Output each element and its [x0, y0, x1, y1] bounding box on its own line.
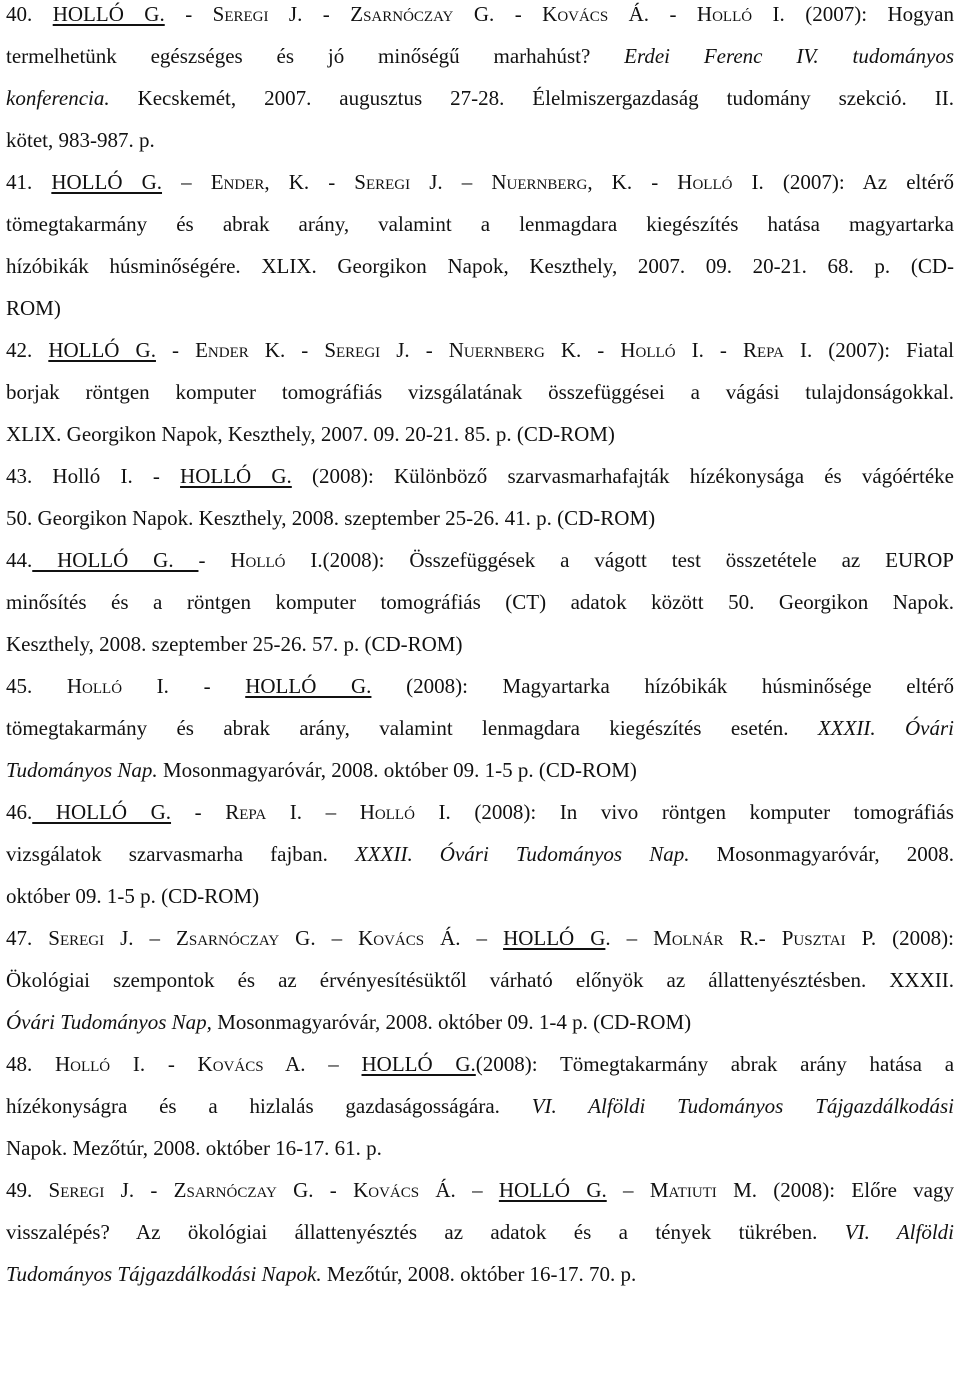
reference-entry	[6, 917, 954, 1043]
reference-text: Ökológiai szempontok és az érvényesítésüktől várható előnyök az állattenyésztésben. XXXII.	[6, 968, 954, 992]
reference-text: Ender, K. - Seregi J. – Nuernberg, K. - Holló I.	[210, 170, 764, 194]
venue-text: konferencia.	[6, 86, 110, 110]
reference-text: Kecskemét, 2007. augusztus 27-28. Élelmiszergazdaság tudomány szekció. II.	[109, 86, 954, 110]
reference-line	[6, 203, 954, 245]
reference-line	[6, 917, 954, 959]
reference-line	[6, 0, 954, 35]
reference-text: . –	[605, 926, 654, 950]
reference-line	[6, 959, 954, 1001]
reference-text: Mosonmagyaróvár, 2008.	[689, 842, 954, 866]
reference-line	[6, 1211, 954, 1253]
reference-text: vizsgálatok szarvasmarha fajban.	[6, 842, 355, 866]
venue-text: Óvári Tudományos Nap,	[6, 1010, 212, 1034]
author-highlight: HOLLÓ G.	[32, 548, 199, 572]
reference-text: 45.	[6, 674, 67, 698]
reference-text: (2008): Különböző szarvasmarhafajták hízékonysága és vágóértéke	[291, 464, 954, 488]
reference-text: (2008): Előre vagy	[757, 1178, 954, 1202]
reference-line	[6, 581, 954, 623]
reference-text: XLIX. Georgikon Napok, Keszthely, 2007. 09. 20-21. 85. p. (CD-ROM)	[6, 422, 615, 446]
reference-text: 42.	[6, 338, 49, 362]
reference-text: termelhetünk egészséges és jó minőségű marhahúst?	[6, 44, 625, 68]
reference-line	[6, 77, 954, 119]
reference-line	[6, 287, 954, 329]
reference-line	[6, 1001, 954, 1043]
reference-entry	[6, 329, 954, 455]
reference-line	[6, 665, 954, 707]
reference-line	[6, 35, 954, 77]
reference-text: október 09. 1-5 p. (CD-ROM)	[6, 884, 260, 908]
reference-text: -	[168, 674, 246, 698]
venue-text: Erdei Ferenc IV. tudományos	[624, 44, 954, 68]
reference-text: -	[198, 548, 231, 572]
reference-text: (2007): Hogyan	[784, 2, 954, 26]
venue-text: XXXII. Óvári Tudományos Nap.	[354, 842, 690, 866]
reference-text: -	[171, 800, 226, 824]
reference-text: –	[606, 1178, 650, 1202]
reference-text: Mosonmagyaróvár, 2008. október 09. 1-5 p. (CD-ROM)	[157, 758, 637, 782]
reference-text: 43. Holló I. -	[6, 464, 181, 488]
reference-line	[6, 1043, 954, 1085]
reference-text: Mezőtúr, 2008. október 16-17. 70. p.	[321, 1262, 637, 1286]
reference-line	[6, 707, 954, 749]
reference-text: tömegtakarmány és abrak arány, valamint lenmagdara kiegészítés esetén.	[6, 716, 818, 740]
reference-text: Ender K. - Seregi J. - Nuernberg K. - Holló I. - Repa I.	[195, 338, 813, 362]
reference-line	[6, 749, 954, 791]
reference-text: Holló I. - Kovács A.	[54, 1052, 306, 1076]
reference-text: kötet, 983-987. p.	[6, 128, 155, 152]
reference-text: 44.	[6, 548, 33, 572]
reference-text: Keszthely, 2008. szeptember 25-26. 57. p. (CD-ROM)	[6, 632, 463, 656]
reference-line	[6, 1085, 954, 1127]
reference-text: 41.	[6, 170, 52, 194]
reference-text: borjak röntgen komputer tomográfiás vizsgálatának összefüggései a vágási tulajdonságokkal.	[6, 380, 954, 404]
reference-text: Seregi J. - Zsarnóczay G. - Kovács Á. - Holló I.	[212, 2, 785, 26]
reference-text: Matiuti M.	[649, 1178, 758, 1202]
reference-text: –	[455, 1178, 499, 1202]
author-highlight: HOLLÓ G.	[52, 2, 165, 26]
reference-line	[6, 329, 954, 371]
reference-entry	[6, 0, 954, 161]
reference-text: Mosonmagyaróvár, 2008. október 09. 1-4 p. (CD-ROM)	[211, 1010, 692, 1034]
reference-text: visszalépés? Az ökológiai állattenyésztés az adatok és a tények tükrében.	[6, 1220, 845, 1244]
reference-entry	[6, 161, 954, 329]
author-highlight: HOLLÓ G.	[498, 1178, 607, 1202]
author-highlight: HOLLÓ G.	[245, 674, 372, 698]
reference-text: (2008):	[876, 926, 954, 950]
author-highlight: HOLLÓ G.	[361, 1052, 476, 1076]
reference-line	[6, 455, 954, 497]
venue-text: Tudományos Nap.	[6, 758, 158, 782]
reference-line	[6, 539, 954, 581]
reference-text: (2008): Összefüggések a vágott test összetétele az EUROP	[322, 548, 954, 572]
reference-text: Seregi J. – Zsarnóczay G. – Kovács Á. –	[48, 926, 504, 950]
reference-line	[6, 497, 954, 539]
reference-text: (2008): Magyartarka hízóbikák húsminősége eltérő	[371, 674, 954, 698]
reference-text: –	[162, 170, 211, 194]
reference-line	[6, 623, 954, 665]
author-highlight: HOLLÓ G.	[180, 464, 292, 488]
author-highlight: HOLLÓ G.	[32, 800, 172, 824]
reference-text: 49.	[6, 1178, 49, 1202]
author-highlight: HOLLÓ G.	[51, 170, 163, 194]
reference-text: Molnár R.- Pusztai P.	[653, 926, 877, 950]
reference-text: Repa I. – Holló I.	[225, 800, 451, 824]
reference-line	[6, 119, 954, 161]
reference-line	[6, 1169, 954, 1211]
reference-text: –	[305, 1052, 362, 1076]
reference-entry	[6, 1043, 954, 1169]
reference-text: 48.	[6, 1052, 55, 1076]
reference-entry	[6, 455, 954, 539]
venue-text: VI. Alföldi Tudományos Tájgazdálkodási	[531, 1094, 954, 1118]
venue-text: Tudományos Tájgazdálkodási Napok.	[6, 1262, 322, 1286]
reference-text: (2008): Tömegtakarmány abrak arány hatása a	[475, 1052, 954, 1076]
reference-text: -	[164, 2, 213, 26]
reference-text: Holló I.	[230, 548, 323, 572]
venue-text: VI. Alföldi	[844, 1220, 954, 1244]
reference-text: 50. Georgikon Napok. Keszthely, 2008. szeptember 25-26. 41. p. (CD-ROM)	[6, 506, 656, 530]
reference-line	[6, 875, 954, 917]
reference-entry	[6, 539, 954, 665]
reference-text: Seregi J. - Zsarnóczay G. - Kovács Á.	[48, 1178, 456, 1202]
reference-line	[6, 1253, 954, 1295]
reference-entry	[6, 665, 954, 791]
reference-line	[6, 791, 954, 833]
reference-entry	[6, 1169, 954, 1295]
reference-line	[6, 1127, 954, 1169]
reference-line	[6, 833, 954, 875]
reference-text: (2007): Fiatal	[812, 338, 954, 362]
reference-text: (2007): Az eltérő	[763, 170, 954, 194]
reference-line	[6, 161, 954, 203]
reference-entry	[6, 791, 954, 917]
reference-text: hízóbikák húsminőségére. XLIX. Georgikon Napok, Keszthely, 2007. 09. 20-21. 68. p. (CD-	[6, 254, 954, 278]
reference-text: (2008): In vivo röntgen komputer tomográfiás	[450, 800, 954, 824]
reference-text: ROM)	[6, 296, 61, 320]
reference-text: 46.	[6, 800, 33, 824]
reference-line	[6, 371, 954, 413]
author-highlight: HOLLÓ G	[503, 926, 606, 950]
venue-text: XXXII. Óvári	[817, 716, 954, 740]
reference-text: Napok. Mezőtúr, 2008. október 16-17. 61. p.	[6, 1136, 382, 1160]
reference-text: -	[155, 338, 196, 362]
reference-text: 40.	[6, 2, 53, 26]
reference-line	[6, 245, 954, 287]
reference-text: tömegtakarmány és abrak arány, valamint a lenmagdara kiegészítés hatása magyartarka	[6, 212, 954, 236]
reference-text: hízékonyságra és a hizlalás gazdaságosságára.	[6, 1094, 532, 1118]
reference-line	[6, 413, 954, 455]
reference-text: Holló I.	[66, 674, 169, 698]
reference-text: 47.	[6, 926, 49, 950]
reference-text: minősítés és a röntgen komputer tomográfiás (CT) adatok között 50. Georgikon Napok.	[6, 590, 954, 614]
author-highlight: HOLLÓ G.	[48, 338, 156, 362]
